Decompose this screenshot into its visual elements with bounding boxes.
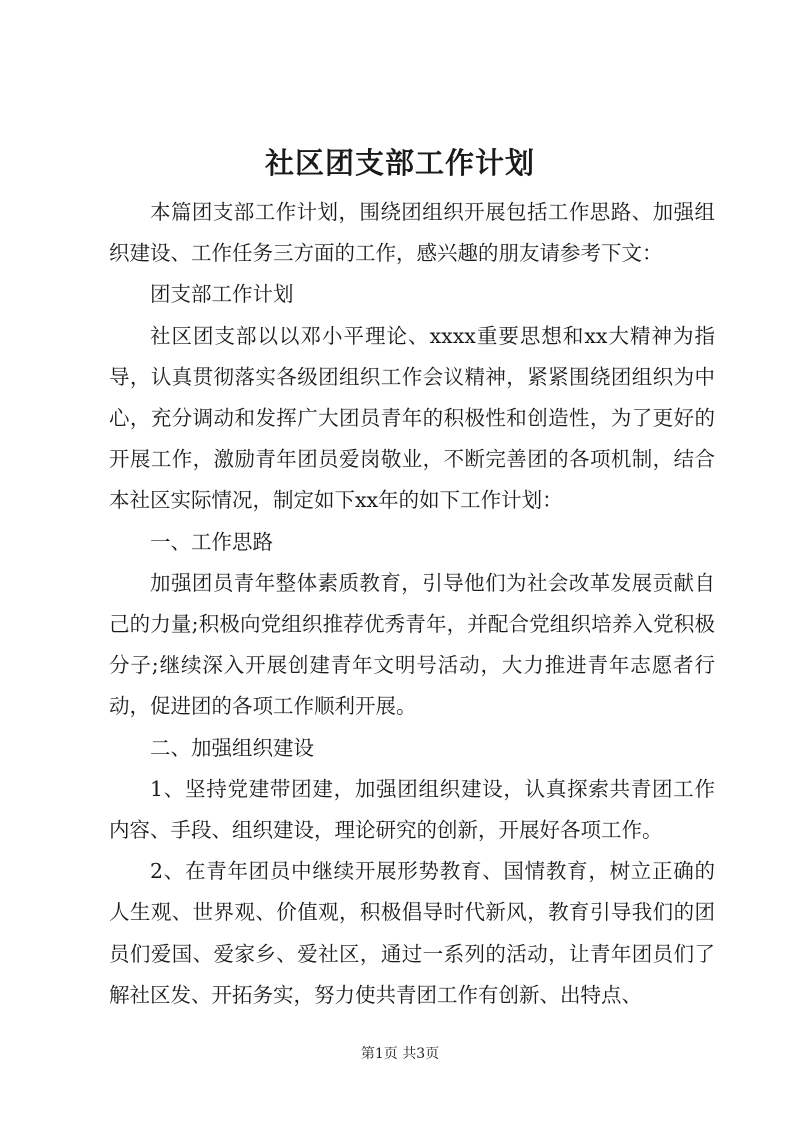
paragraph-overview: 社区团支部以以邓小平理论、xxxx重要思想和xx大精神为指导，认真贯彻落实各级团组织工作会议精神，紧紧围绕团组织为中心，充分调动和发挥广大团员青年的积极性和创造性，为了更好的开展工作，激励青年团员爱岗敬业，不断完善团的各项机制，结合本社区实际情况，制定如下xx年的如下工作计划： xyxy=(109,323,715,513)
paragraph-item-2: 2、在青年团员中继续开展形势教育、国情教育，树立正确的人生观、世界观、价值观，积极倡导时代新风，教育引导我们的团员们爱国、爱家乡、爱社区，通过一系列的活动，让青年团员们了解社区发、开拓务实，努力使共青团工作有创新、出特点、 xyxy=(109,859,715,1007)
page-footer: 第1页 共3页 xyxy=(360,1046,440,1062)
paragraph-work-ideas: 加强团员青年整体素质教育，引导他们为社会改革发展贡献自己的力量;积极向党组织推荐优秀青年，并配合党组织培养入党积极分子;继续深入开展创建青年文明号活动，大力推进青年志愿者行动，促进团的各项工作顺利开展。 xyxy=(109,570,715,719)
paragraph-intro: 本篇团支部工作计划，围绕团组织开展包括工作思路、加强组织建设、工作任务三方面的工作，感兴趣的朋友请参考下文： xyxy=(109,200,715,266)
paragraph-item-1: 1、坚持党建带团建，加强团组织建设，认真探索共青团工作内容、手段、组织建设，理论研究的创新，开展好各项工作。 xyxy=(109,776,715,843)
section-heading-1: 一、工作思路 xyxy=(150,529,273,554)
document-body xyxy=(109,192,715,1016)
paragraph-subtitle: 团支部工作计划 xyxy=(150,282,294,307)
section-heading-2: 二、加强组织建设 xyxy=(150,735,314,760)
document-title: 社区团支部工作计划 xyxy=(264,146,535,180)
